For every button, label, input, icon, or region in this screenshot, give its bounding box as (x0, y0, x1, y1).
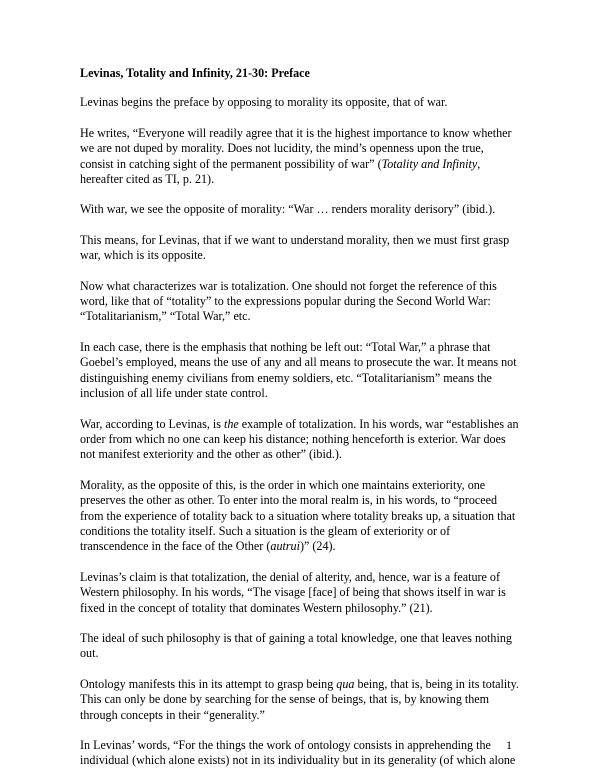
paragraph-1: Levinas begins the preface by opposing to morality its opposite, that of war. (80, 95, 448, 110)
paragraph-10: The ideal of such philosophy is that of gaining a total knowledge, one that leaves nothing out. (80, 630, 512, 661)
paragraph-5: Now what characterizes war is totalization. One should not forget the reference of this word, like that of “totality” to the expressions popular during the Second World War: “Totalitarianism,” “Total War,” etc. (80, 278, 497, 324)
paragraph-11: Ontology manifests this in its attempt to grasp being qua being, that is, being in its totality. This can only be done by searching for the sense of beings, that is, by knowing them through concepts in their “generality.” (80, 676, 519, 722)
paragraph-7: War, according to Levinas, is the example of totalization. In his words, war “establishes an order from which no one can keep his distance; nothing henceforth is exterior. War does not manifest exteriority and the other as other” (ibid.). (80, 416, 519, 462)
book-title-italic: Totality and Infinity (381, 156, 478, 171)
document-page (80, 66, 520, 784)
paragraph-6: In each case, there is the emphasis that nothing be left out: “Total War,” a phrase that Goebel’s employed, means the use of any and all means to prosecute the war. It means not distinguishing enemy civilians from enemy soldiers, etc. “Totalitarianism” means the inclusion of all life under state control. (80, 339, 517, 401)
paragraph-4: This means, for Levinas, that if we want to understand morality, then we must first grasp war, which is its opposite. (80, 232, 510, 263)
paragraph-3: With war, we see the opposite of morality: “War … renders morality derisory” (ibid.). (80, 202, 496, 217)
document-title: Levinas, Totality and Infinity, 21-30: Preface (80, 66, 310, 80)
paragraph-2: He writes, “Everyone will readily agree that it is the highest importance to know whether we are not duped by morality. Does not lucidity, the mind’s openness upon the true, consist in catching sight of the permanent possibility of war” (Totality and Infinity, hereafter cited as TI, p. 21). (80, 125, 512, 187)
emphasis-italic: the (223, 416, 239, 431)
paragraph-8: Morality, as the opposite of this, is the order in which one maintains exteriority, one preserves the other as other. To enter into the moral realm is, in his words, to “proceed from the experience of totality back to a situation where totality breaks up, a situation that conditions the totality itself. Such a situation is the gleam of exteriority or of transcendence in the face of the Other (autrui)” (24). (80, 477, 516, 554)
paragraph-9: Levinas’s claim is that totalization, the denial of alterity, and, hence, war is a feature of Western philosophy. In his words, “The visage [face] of being that shows itself in war is fixed in the concept of totality that dominates Western philosophy.” (21). (80, 569, 506, 615)
page-number: 1 (506, 738, 512, 752)
french-term-italic: autrui (270, 539, 300, 554)
paragraph-12: In Levinas’ words, “For the things the work of ontology consists in apprehending the individual (which alone exists) not in its individuality but in its generality (of which alone (80, 738, 516, 768)
latin-term-italic: qua (336, 676, 355, 691)
